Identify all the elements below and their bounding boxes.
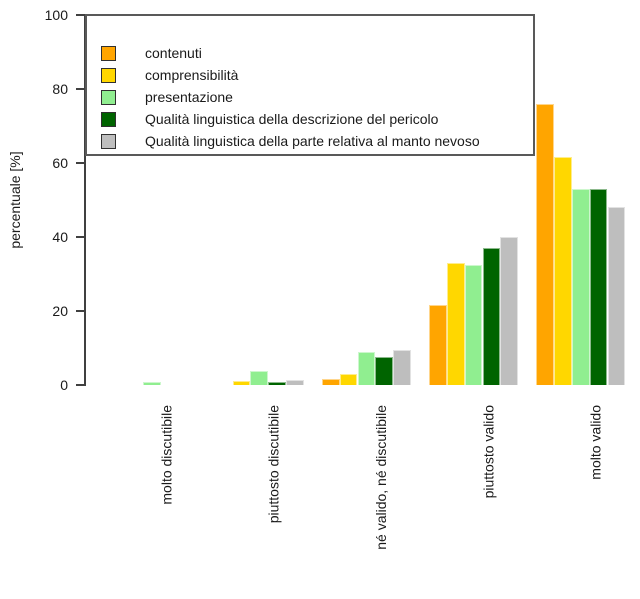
bar-4-5 — [590, 189, 608, 385]
bar-3-4 — [465, 265, 483, 385]
y-tick-mark — [76, 14, 85, 16]
x-category-label: piuttosto discutibile — [265, 405, 282, 524]
y-tick-mark — [76, 88, 85, 90]
legend-label: contenuti — [145, 45, 202, 61]
legend-swatch-icon — [101, 112, 116, 127]
legend-label: comprensibilità — [145, 67, 239, 83]
legend-label: Qualità linguistica della descrizione del pericolo — [145, 111, 439, 127]
bar-3-3 — [358, 352, 376, 385]
legend-swatch-icon — [101, 134, 116, 149]
y-tick-label: 0 — [60, 377, 68, 393]
bar-4-2 — [268, 382, 286, 385]
legend-item — [87, 64, 533, 86]
bar-2-5 — [554, 157, 572, 385]
y-tick-mark — [76, 384, 85, 386]
bar-3-1 — [143, 382, 161, 385]
legend-item — [87, 86, 533, 108]
y-tick-label: 80 — [52, 81, 68, 97]
bar-4-4 — [483, 248, 501, 385]
bar-3-5 — [572, 189, 590, 385]
bar-5-5 — [608, 207, 626, 385]
legend-item — [87, 42, 533, 64]
y-tick-label: 20 — [52, 303, 68, 319]
legend-box — [85, 14, 535, 156]
legend-label: Qualità linguistica della parte relativa al manto nevoso — [145, 133, 480, 149]
y-tick-label: 60 — [52, 155, 68, 171]
y-tick-mark — [76, 236, 85, 238]
bar-3-2 — [250, 371, 268, 385]
bar-4-3 — [375, 357, 393, 385]
legend-swatch-icon — [101, 90, 116, 105]
legend-label: presentazione — [145, 89, 233, 105]
legend-swatch-icon — [101, 68, 116, 83]
y-tick-mark — [76, 162, 85, 164]
legend-item — [87, 108, 533, 130]
x-category-label: piuttosto valido — [480, 405, 497, 499]
legend-item — [87, 130, 533, 152]
bar-1-4 — [429, 305, 447, 385]
y-tick-mark — [76, 310, 85, 312]
bar-1-3 — [322, 379, 340, 385]
legend-swatch-icon — [101, 46, 116, 61]
x-category-label: molto valido — [587, 405, 604, 480]
y-axis-title: percentuale [%] — [7, 151, 23, 249]
bar-5-3 — [393, 350, 411, 385]
bar-5-4 — [500, 237, 518, 385]
x-category-label: molto discutibile — [158, 405, 175, 505]
bar-2-3 — [340, 374, 358, 385]
x-category-label: né valido, né discutibile — [372, 405, 389, 550]
bar-2-4 — [447, 263, 465, 385]
bar-2-2 — [233, 381, 251, 385]
bar-1-5 — [536, 104, 554, 385]
y-tick-label: 40 — [52, 229, 68, 245]
y-tick-label: 100 — [44, 7, 68, 23]
bar-5-2 — [286, 380, 304, 385]
